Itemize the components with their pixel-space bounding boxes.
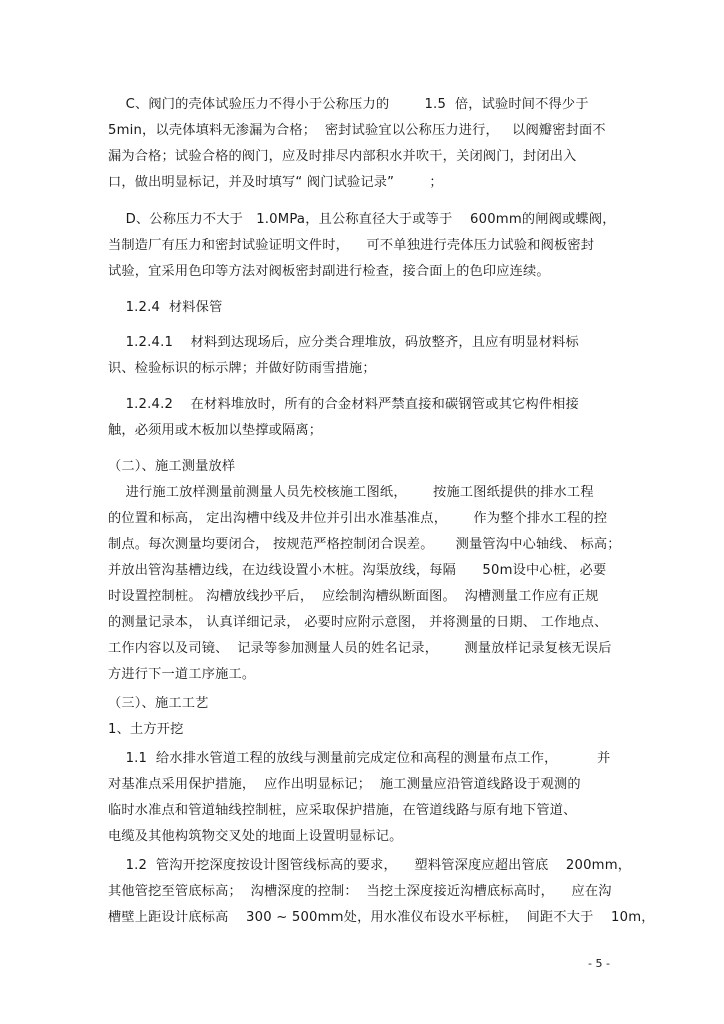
text-line: 触，必须用或木板加以垫撑或隔离； xyxy=(108,423,323,438)
text-line: 1.2.4.2 在材料堆放时，所有的合金材料严禁直接和碳钢管或其它构件相接 xyxy=(108,397,579,412)
section-heading: （二）、施工测量放样 xyxy=(108,459,236,474)
text-line: 槽壁上距设计底标高 300 ~ 500mm处，用水准仪布设水平标桩， 间距不大于 10m， xyxy=(108,910,655,925)
section-heading: 1.2.4 材料保管 xyxy=(108,300,223,315)
text-line: 的位置和标高， 定出沟槽中线及井位并引出水准基准点， 作为整个排水工程的控 xyxy=(108,511,608,526)
text-line: 识、检验标识的标示牌；并做好防雨雪措施； xyxy=(108,361,376,376)
text-line: 1.2.4.1 材料到达现场后，应分类合理堆放，码放整齐，且应有明显材料标 xyxy=(108,335,579,350)
text-line: 当制造厂有压力和密封试验证明文件时， 可不单独进行壳体压力试验和阀板密封 xyxy=(108,238,595,253)
section-heading: （三）、施工工艺 xyxy=(108,696,209,711)
text-line: 电缆及其他构筑物交叉处的地面上设置明显标记。 xyxy=(108,829,403,844)
text-line: 5min，以壳体填料无渗漏为合格； 密封试验宜以公称压力进行， 以阀瓣密封面不 xyxy=(108,123,606,138)
text-line: 工作内容以及司镜、 记录等参加测量人员的姓名记录， 测量放样记录复核无误后 xyxy=(108,641,612,656)
text-line: 临时水准点和管道轴线控制桩，应采取保护措施，在管道线路与原有地下管道、 xyxy=(108,803,577,818)
text-line: 的测量记录本， 认真详细记录， 必要时应附示意图， 并将测量的日期、 工作地点、 xyxy=(108,615,608,630)
text-line: 时设置控制桩。 沟槽放线抄平后， 应绘制沟槽纵断面图。 沟槽测量工作应有正规 xyxy=(108,589,599,604)
text-line: 漏为合格；试验合格的阀门，应及时排尽内部积水并吹干，关闭阀门，封闭出入 xyxy=(108,149,577,164)
text-line: 1.1 给水排水管道工程的放线与测量前完成定位和高程的测量布点工作， 并 xyxy=(108,751,611,766)
text-line: 其他管挖至管底标高； 沟槽深度的控制： 当挖土深度接近沟槽底标高时， 应在沟 xyxy=(108,884,612,899)
text-line: 并放出管沟基槽边线，在边线设置小木桩。沟渠放线，每隔 50m设中心桩，必要 xyxy=(108,563,607,578)
subsection-heading: 1、土方开挖 xyxy=(108,722,184,737)
text-line: 1.2 管沟开挖深度按设计图管线标高的要求， 塑料管深度应超出管底 200mm， xyxy=(108,858,632,873)
text-line: D、公称压力不大于 1.0MPa，且公称直径大于或等于 600mm的闸阀或蝶阀， xyxy=(108,212,616,227)
text-line: 方进行下一道工序施工。 xyxy=(108,667,256,682)
text-line: 对基准点采用保护措施， 应作出明显标记； 施工测量应沿管道线路设于观测的 xyxy=(108,777,581,792)
text-line: C、阀门的壳体试验压力不得小于公称压力的 1.5 倍，试验时间不得少于 xyxy=(108,97,589,112)
text-line: 口，做出明显标记，并及时填写“ 阀门试验记录” ； xyxy=(108,175,443,190)
page-number: - 5 - xyxy=(588,957,610,970)
text-line: 试验，宜采用色印等方法对阀板密封副进行检查，接合面上的色印应连续。 xyxy=(108,264,550,279)
text-line: 制点。每次测量均要闭合， 按规范严格控制闭合误差。 测量管沟中心轴线、 标高； xyxy=(108,537,621,552)
text-line: 进行施工放样测量前测量人员先校核施工图纸， 按施工图纸提供的排水工程 xyxy=(108,485,594,500)
